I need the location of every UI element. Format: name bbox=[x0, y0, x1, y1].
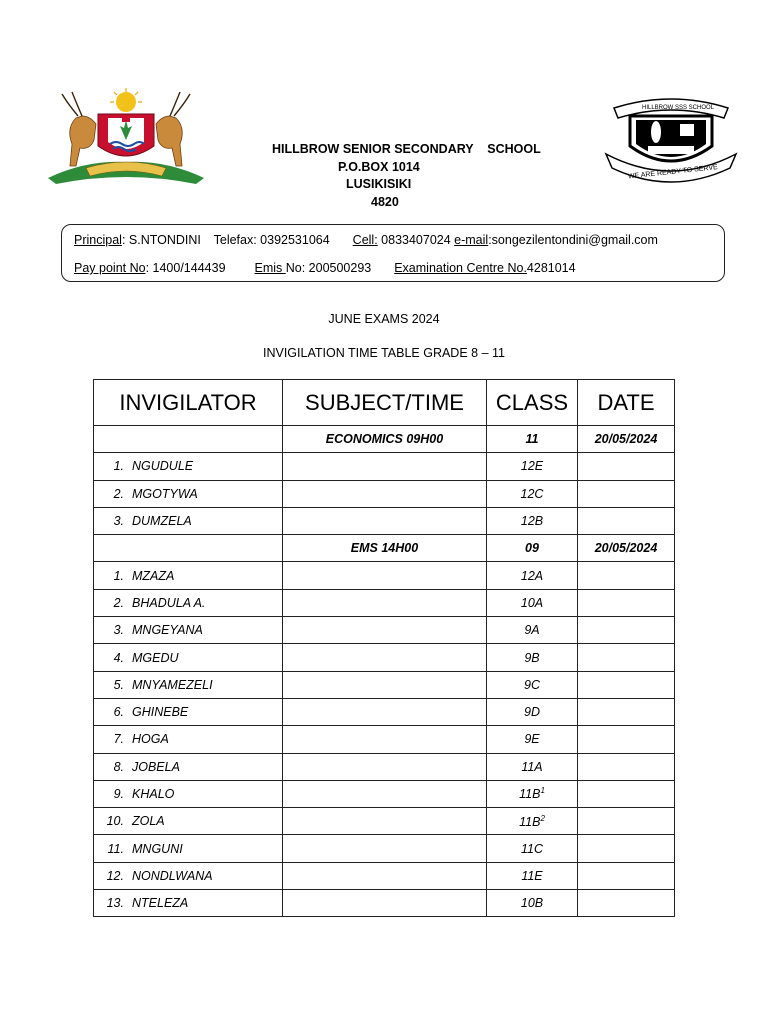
date-cell bbox=[578, 507, 675, 534]
invigilator-number: 3. bbox=[113, 623, 124, 638]
table-row bbox=[94, 562, 675, 589]
subject-time-cell bbox=[283, 480, 487, 507]
class-value: 11C bbox=[520, 841, 543, 856]
class-cell bbox=[487, 808, 578, 835]
table-row bbox=[94, 890, 675, 917]
column-header-invigilator: INVIGILATOR bbox=[94, 380, 283, 426]
school-town: LUSIKISIKI bbox=[346, 177, 412, 191]
date-cell bbox=[578, 780, 675, 807]
date-cell bbox=[578, 562, 675, 589]
exam-title: JUNE EXAMS 2024 bbox=[328, 312, 440, 326]
school-address-block bbox=[262, 141, 541, 211]
class-value: 9E bbox=[524, 732, 540, 747]
class-cell bbox=[487, 835, 578, 862]
email-value: :songezilentondini@gmail.com bbox=[488, 233, 658, 247]
invigilator-cell bbox=[94, 589, 283, 616]
class-superscript: 1 bbox=[540, 786, 545, 796]
invigilator-cell bbox=[94, 890, 283, 917]
invigilator-cell bbox=[94, 780, 283, 807]
date-cell bbox=[578, 480, 675, 507]
logo-motto-top: HILLBROW SSS SCHOOL bbox=[642, 105, 715, 111]
class-value: 12E bbox=[520, 459, 544, 474]
date-cell bbox=[578, 671, 675, 698]
date-cell: 20/05/2024 bbox=[578, 426, 675, 453]
invigilator-name: JOBELA bbox=[132, 759, 180, 774]
subject-time-cell bbox=[283, 644, 487, 671]
exam-centre-value: 4281014 bbox=[526, 261, 576, 275]
column-header-subject-time: SUBJECT/TIME bbox=[283, 380, 487, 426]
class-value: 11 bbox=[525, 432, 539, 447]
invigilator-name: MZAZA bbox=[132, 568, 175, 583]
class-value: 9C bbox=[524, 677, 540, 692]
invigilator-cell bbox=[94, 617, 283, 644]
table-row bbox=[94, 835, 675, 862]
school-po-box: P.O.BOX 1014 bbox=[338, 159, 420, 174]
invigilator-number: 5. bbox=[113, 677, 124, 692]
table-row bbox=[94, 808, 675, 835]
invigilator-name: NONDLWANA bbox=[132, 868, 213, 883]
invigilator-cell bbox=[94, 426, 283, 453]
column-header-date: DATE bbox=[578, 380, 675, 426]
class-value: 11B bbox=[519, 787, 541, 802]
invigilator-cell bbox=[94, 753, 283, 780]
invigilator-number: 9. bbox=[113, 787, 124, 801]
class-cell bbox=[487, 726, 578, 753]
invigilator-number: 11. bbox=[107, 841, 124, 856]
class-cell bbox=[487, 507, 578, 534]
subject-time-cell bbox=[283, 562, 487, 589]
table-row bbox=[94, 617, 675, 644]
invigilator-number: 8. bbox=[113, 759, 124, 774]
date-cell: 20/05/2024 bbox=[578, 535, 675, 562]
invigilator-number: 6. bbox=[113, 705, 124, 720]
invigilator-cell bbox=[94, 808, 283, 835]
email-label: e-mail bbox=[454, 233, 489, 247]
class-value: 11B bbox=[519, 814, 541, 829]
class-value: 09 bbox=[525, 541, 539, 556]
paypoint-value: : 1400/144439 bbox=[145, 261, 226, 275]
contact-row-1 bbox=[74, 233, 658, 247]
class-cell bbox=[487, 862, 578, 889]
contact-details-box bbox=[61, 224, 725, 282]
date-cell bbox=[578, 698, 675, 725]
class-cell bbox=[487, 480, 578, 507]
invigilator-cell bbox=[94, 453, 283, 480]
subject-time-cell bbox=[283, 589, 487, 616]
school-postal-code: 4820 bbox=[371, 194, 399, 209]
invigilation-timetable bbox=[93, 379, 675, 917]
class-value: 11A bbox=[521, 759, 543, 774]
invigilator-number: 1. bbox=[113, 459, 124, 474]
subject-time-cell bbox=[283, 698, 487, 725]
invigilator-cell bbox=[94, 535, 283, 562]
class-cell bbox=[487, 644, 578, 671]
class-value: 12B bbox=[520, 514, 544, 529]
class-value: 12A bbox=[520, 568, 544, 583]
invigilator-cell bbox=[94, 726, 283, 753]
invigilator-cell bbox=[94, 862, 283, 889]
invigilator-name: BHADULA A. bbox=[132, 595, 206, 610]
invigilator-number: 4. bbox=[113, 650, 124, 665]
contact-row-2 bbox=[74, 261, 576, 275]
class-cell bbox=[487, 617, 578, 644]
subject-time-cell: ECONOMICS 09H00 bbox=[283, 426, 487, 453]
invigilator-cell bbox=[94, 644, 283, 671]
emis-label: Emis bbox=[254, 261, 286, 275]
class-cell bbox=[487, 753, 578, 780]
subject-time-cell bbox=[283, 890, 487, 917]
invigilator-name: MNYAMEZELI bbox=[132, 677, 213, 692]
class-value: 10B bbox=[520, 896, 544, 911]
date-cell bbox=[578, 617, 675, 644]
invigilator-cell bbox=[94, 507, 283, 534]
table-row bbox=[94, 780, 675, 807]
subject-time-cell: EMS 14H00 bbox=[283, 535, 487, 562]
cell-value: 0833407024 bbox=[377, 233, 455, 247]
class-cell bbox=[487, 589, 578, 616]
invigilator-name: NGUDULE bbox=[132, 459, 194, 474]
class-cell bbox=[487, 453, 578, 480]
subject-time-cell bbox=[283, 671, 487, 698]
table-row-subject bbox=[94, 426, 675, 453]
class-value: 12C bbox=[520, 486, 544, 501]
invigilator-number: 2. bbox=[113, 486, 124, 501]
table-row bbox=[94, 671, 675, 698]
invigilator-name: MGEDU bbox=[132, 650, 179, 665]
subject-time-cell bbox=[283, 780, 487, 807]
invigilator-number: 3. bbox=[113, 514, 124, 529]
invigilator-number: 7. bbox=[113, 732, 124, 747]
school-crest-logo bbox=[604, 92, 738, 188]
emis-value: No: 200500293 bbox=[285, 261, 372, 275]
table-row bbox=[94, 453, 675, 480]
invigilator-name: KHALO bbox=[132, 787, 175, 801]
table-row bbox=[94, 862, 675, 889]
class-value: 9A bbox=[524, 623, 540, 638]
invigilator-number: 12. bbox=[106, 868, 124, 883]
date-cell bbox=[578, 753, 675, 780]
table-row bbox=[94, 507, 675, 534]
date-cell bbox=[578, 453, 675, 480]
date-cell bbox=[578, 890, 675, 917]
invigilator-cell bbox=[94, 671, 283, 698]
invigilator-name: MNGEYANA bbox=[132, 623, 203, 638]
subject-time-cell bbox=[283, 753, 487, 780]
class-value: 9B bbox=[524, 650, 540, 665]
principal-label: Principal bbox=[74, 233, 122, 247]
table-row bbox=[94, 480, 675, 507]
invigilator-number: 2. bbox=[113, 595, 124, 610]
date-cell bbox=[578, 808, 675, 835]
subject-time-cell bbox=[283, 453, 487, 480]
subject-time-cell bbox=[283, 835, 487, 862]
class-cell bbox=[487, 426, 578, 453]
invigilator-name: DUMZELA bbox=[132, 514, 192, 529]
class-cell bbox=[487, 890, 578, 917]
subject-time-cell bbox=[283, 862, 487, 889]
column-header-class: CLASS bbox=[487, 380, 578, 426]
class-cell bbox=[487, 535, 578, 562]
date-cell bbox=[578, 862, 675, 889]
date-cell bbox=[578, 835, 675, 862]
invigilator-name: HOGA bbox=[132, 732, 169, 747]
invigilator-name: ZOLA bbox=[132, 814, 165, 829]
table-row-subject bbox=[94, 535, 675, 562]
invigilator-cell bbox=[94, 698, 283, 725]
invigilator-name: GHINEBE bbox=[132, 705, 189, 720]
class-cell bbox=[487, 562, 578, 589]
invigilator-name: MGOTYWA bbox=[132, 486, 198, 501]
class-value: 11E bbox=[521, 868, 543, 883]
table-row bbox=[94, 698, 675, 725]
provincial-coat-of-arms-logo bbox=[46, 88, 206, 188]
class-cell bbox=[487, 698, 578, 725]
invigilator-cell bbox=[94, 562, 283, 589]
telefax: Telefax: 0392531064 bbox=[213, 233, 330, 247]
class-value: 10A bbox=[520, 595, 544, 610]
subject-time-cell bbox=[283, 808, 487, 835]
school-name: HILLBROW SENIOR SECONDARY SCHOOL bbox=[272, 142, 541, 156]
table-row bbox=[94, 753, 675, 780]
table-header-row bbox=[94, 380, 675, 426]
table-row bbox=[94, 726, 675, 753]
subject-time-cell bbox=[283, 507, 487, 534]
invigilator-number: 1. bbox=[113, 568, 124, 583]
class-value: 9D bbox=[524, 705, 540, 720]
class-superscript: 2 bbox=[540, 813, 545, 823]
invigilator-number: 10. bbox=[106, 814, 124, 829]
subject-time-cell bbox=[283, 617, 487, 644]
date-cell bbox=[578, 644, 675, 671]
class-cell bbox=[487, 780, 578, 807]
date-cell bbox=[578, 589, 675, 616]
principal-value: : S.NTONDINI bbox=[121, 233, 201, 247]
timetable-title: INVIGILATION TIME TABLE GRADE 8 – 11 bbox=[263, 346, 505, 360]
table-row bbox=[94, 589, 675, 616]
invigilator-name: NTELEZA bbox=[132, 896, 189, 911]
exam-centre-label: Examination Centre No. bbox=[394, 261, 527, 275]
logo-motto-bottom: WE ARE READY TO SERVE bbox=[627, 164, 719, 181]
table-row bbox=[94, 644, 675, 671]
invigilator-cell bbox=[94, 835, 283, 862]
paypoint-label: Pay point No bbox=[74, 261, 146, 275]
invigilator-number: 13. bbox=[106, 896, 124, 911]
invigilator-cell bbox=[94, 480, 283, 507]
cell-label: Cell: bbox=[352, 233, 378, 247]
date-cell bbox=[578, 726, 675, 753]
subject-time-cell bbox=[283, 726, 487, 753]
class-cell bbox=[487, 671, 578, 698]
invigilator-name: MNGUNI bbox=[132, 841, 183, 856]
